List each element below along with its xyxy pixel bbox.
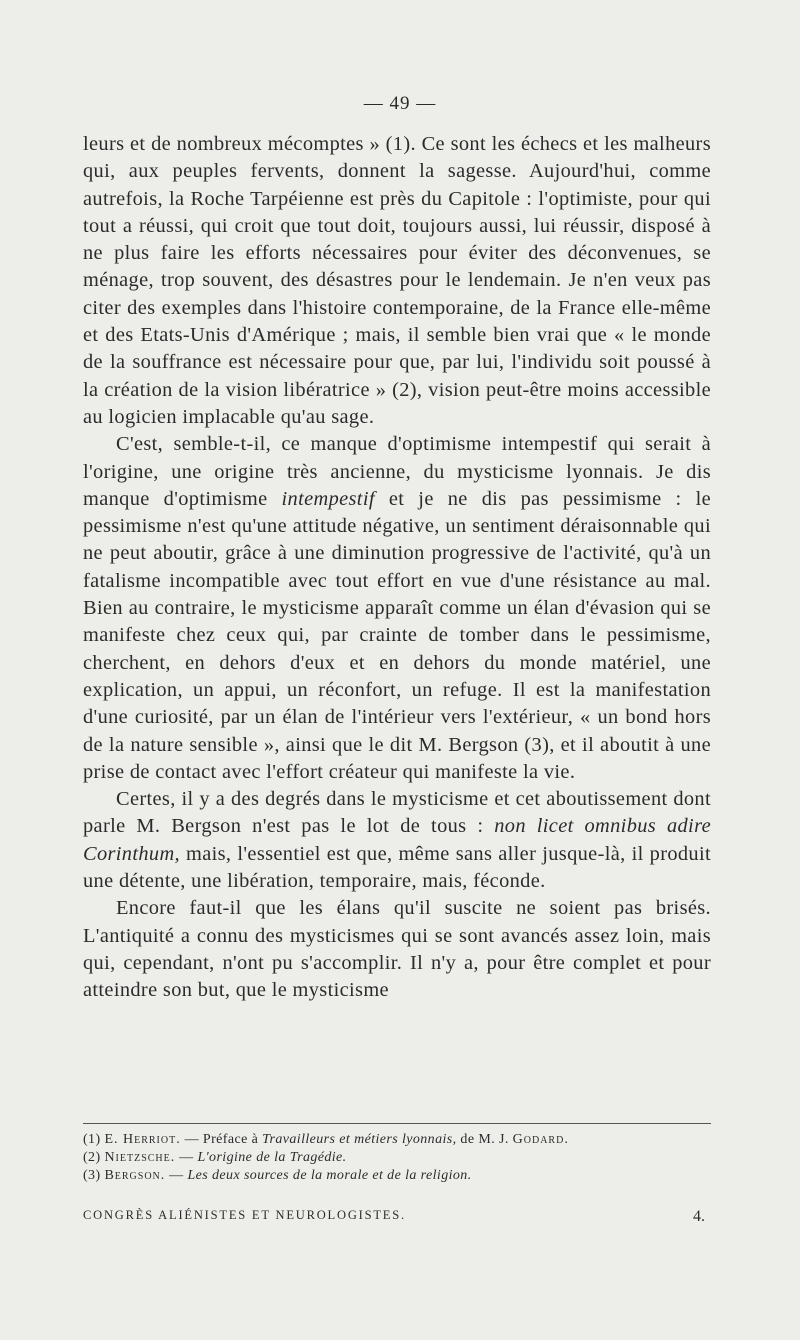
- text-run: leurs et de nombreux mécomptes » (1). Ce sont les échecs et les malheurs qui, aux peuples fervents, donnent la sagesse. Aujourd'hui, comme autrefois, la Roche Tarpéienne est près du Capitole : l'optimiste, pour qui tout a réussi, qui croit que tout doit, toujours aussi, lui réussir, disposé à ne plus faire les efforts nécessaires pour éviter des déconvenues, se ménage, trop souvent, des désastres pour le lendemain. Je n'en veux pas citer des exemples dans l'histoire contemporaine, de la France elle-même et des Etats-Unis d'Amérique ; mais, il semble bien vrai que « le monde de la souffrance est nécessaire pour que, par lui, l'individu soit poussé à la création de la vision libératrice » (2), vision peut-être moins accessible au logicien implacable qu'au sage.: [83, 133, 711, 428]
- author-name: Godard.: [512, 1132, 569, 1147]
- text-run: Certes, il y a des degrés dans le mysticisme et cet aboutissement dont parle M. Bergson n'est pas le lot de tous :: [83, 788, 711, 838]
- body-text: [83, 131, 711, 1005]
- text-run: et je ne dis pas pessimisme : le pessimisme n'est qu'une attitude négative, un sentiment déraisonnable qui ne peut aboutir, grâce à une diminution progressive de l'activité, qu'à un fatalisme incompatible avec tout effort en vue d'une résistance au mal. Bien au contraire, le mysticisme apparaît comme un élan d'évasion qui se manifeste chez ceux qui, par crainte de tomber dans le pessimisme, cherchent, en dehors d'eux et en dehors du monde matériel, une explication, un appui, un réconfort, un refuge. Il est la manifestation d'une curiosité, par un élan de l'intérieur vers l'extérieur, « un bond hors de la nature sensible », ainsi que le dit M. Bergson (3), et il aboutit à une prise de contact avec l'effort créateur qui manifeste la vie.: [83, 487, 711, 783]
- author-name: E. Herriot.: [104, 1132, 181, 1147]
- text-run: (2): [83, 1150, 105, 1165]
- italic-text: Les deux sources de la morale et de la religion.: [187, 1168, 472, 1183]
- text-run: Encore faut-il que les élans qu'il suscite ne soient pas brisés. L'antiquité a connu des mysticismes qui se sont avancés assez loin, mais qui, cependant, n'ont pu s'accomplir. Il n'y a, pour être complet et pour atteindre son but, que le mysticisme: [83, 897, 711, 1002]
- text-run: mais, l'essentiel est que, même sans aller jusque-là, il produit une détente, une libération, temporaire, mais, féconde.: [83, 842, 711, 893]
- text-run: —: [175, 1150, 198, 1165]
- footnotes: [83, 1131, 711, 1185]
- author-name: Bergson.: [104, 1168, 166, 1183]
- author-name: Nietzsche.: [104, 1150, 176, 1165]
- text-run: — Préface à: [180, 1132, 263, 1147]
- paragraph: [83, 895, 711, 1004]
- signature-mark: 4.: [693, 1208, 705, 1225]
- italic-text: L'origine de la Tragédie.: [197, 1150, 347, 1165]
- italic-text: non licet omnibus adire Corinthum,: [83, 815, 712, 865]
- footnote-separator: [83, 1123, 711, 1124]
- footnote: [83, 1167, 711, 1185]
- footnote: [83, 1149, 711, 1167]
- text-run: —: [165, 1168, 188, 1183]
- running-title: CONGRÈS ALIÉNISTES ET NEUROLOGISTES.: [83, 1208, 406, 1222]
- page-footer: [83, 1208, 711, 1223]
- paragraph: [83, 431, 711, 786]
- paragraph: [83, 131, 711, 431]
- italic-text: intempestif: [281, 487, 375, 510]
- text-run: de M. J.: [456, 1132, 513, 1147]
- page-number: — 49 —: [363, 93, 437, 114]
- text-run: (3): [83, 1168, 105, 1183]
- paragraph: [83, 786, 711, 895]
- footnote: [83, 1131, 711, 1149]
- text-run: (1): [83, 1132, 105, 1147]
- text-run: C'est, semble-t-il, ce manque d'optimisme intempestif qui serait à l'origine, une origine très ancienne, du mysticisme lyonnais. Je dis manque d'optimisme: [83, 433, 711, 510]
- italic-text: Travailleurs et métiers lyonnais,: [262, 1132, 457, 1147]
